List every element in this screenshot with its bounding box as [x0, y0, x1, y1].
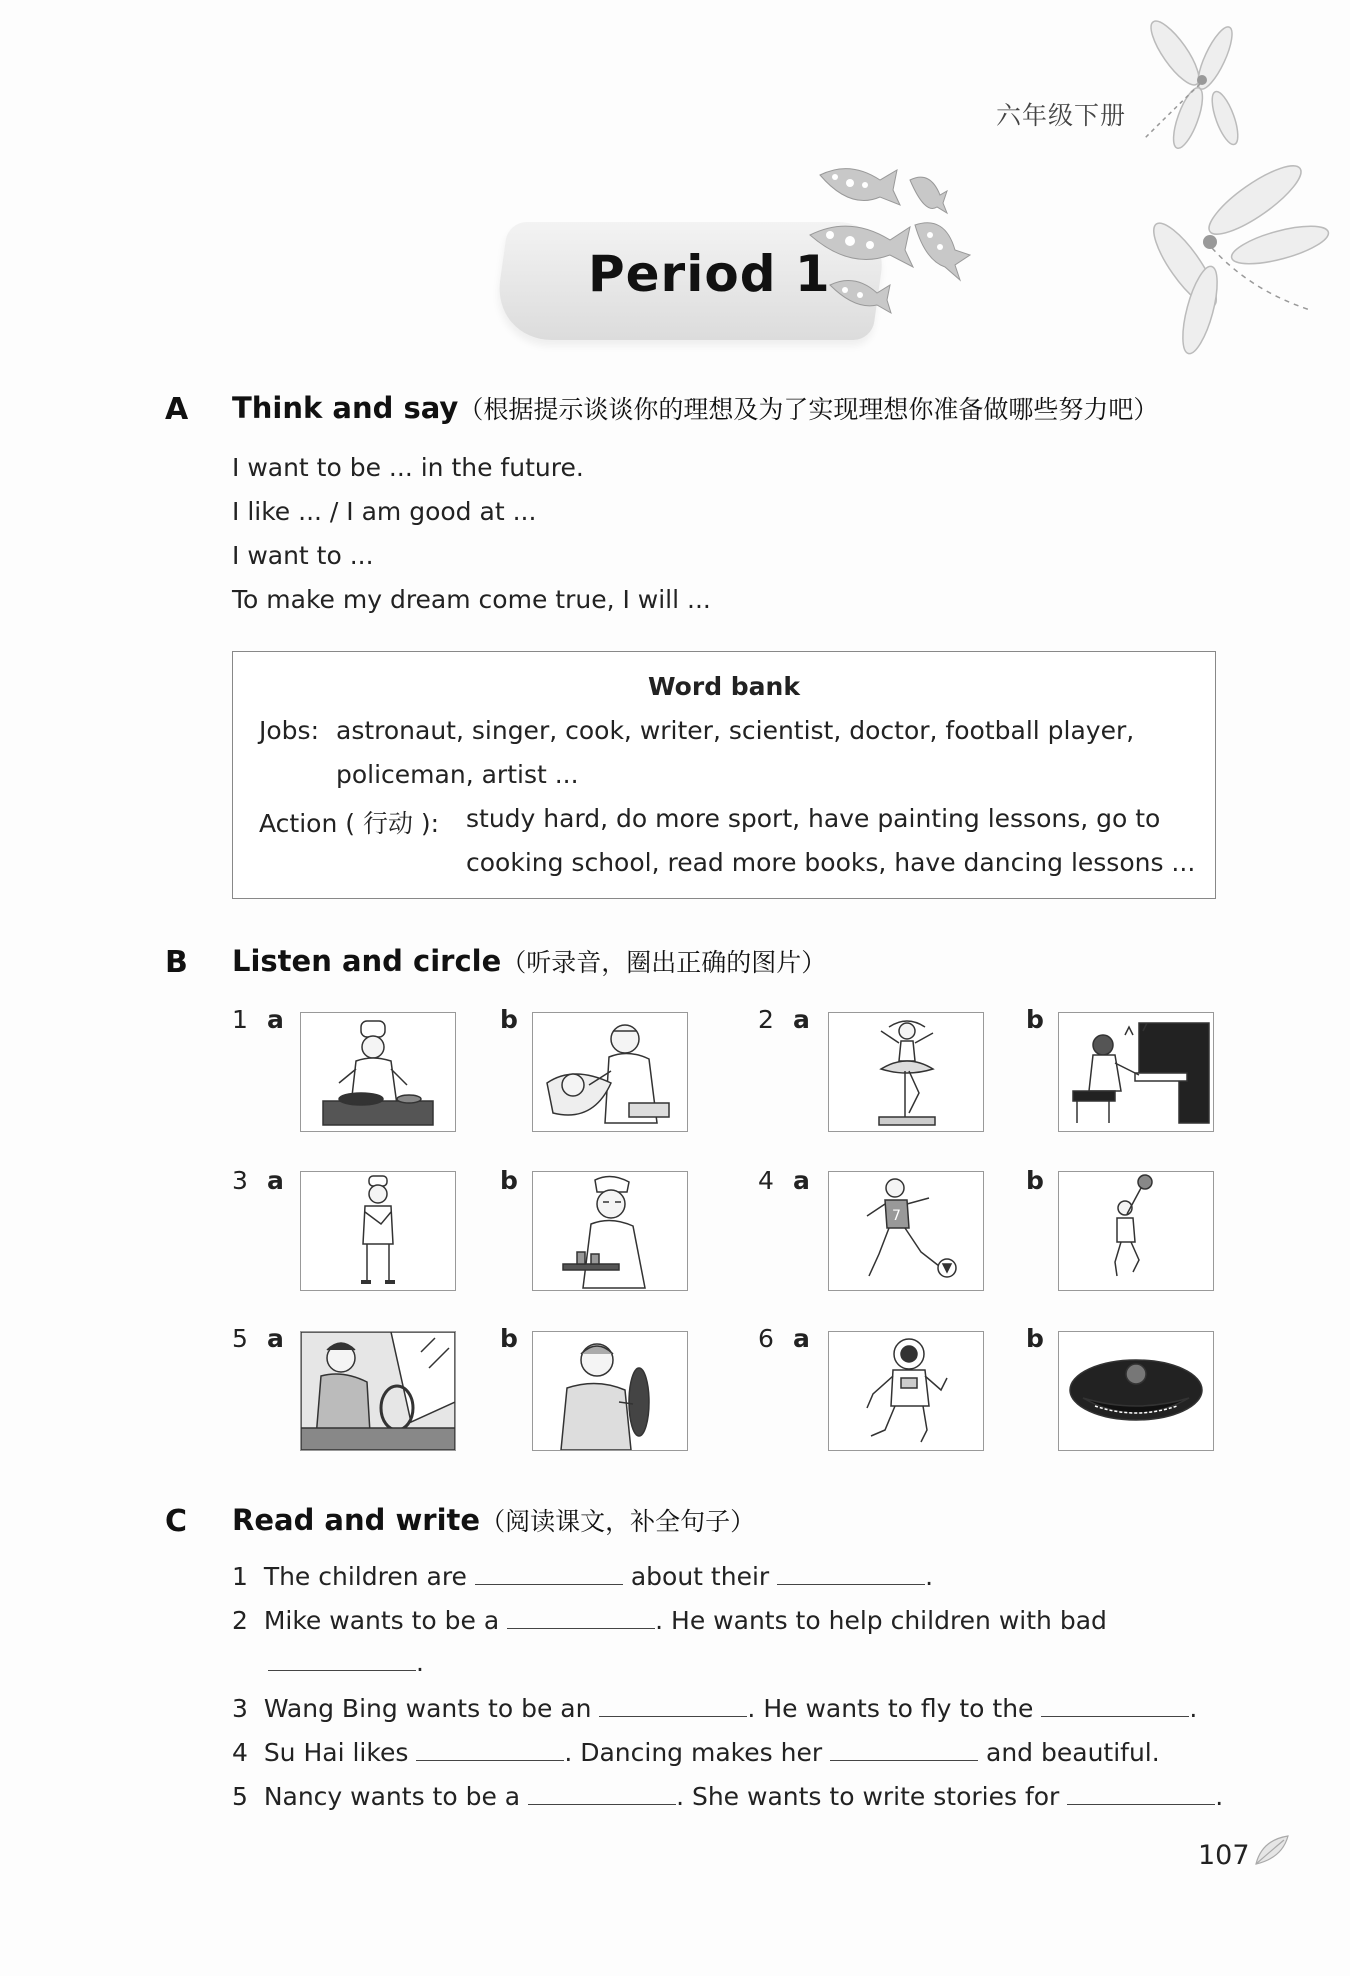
item-number: 3 [232, 1166, 248, 1195]
prompt-line: I want to be ... in the future. [232, 453, 584, 482]
question-text: . [925, 1562, 934, 1591]
question-text: and beautiful. [986, 1738, 1160, 1767]
section-a-letter: A [165, 392, 189, 427]
section-b-letter: B [165, 945, 188, 980]
section-b-title [232, 943, 826, 979]
answer-blank[interactable] [599, 1694, 747, 1717]
prompt-line: I want to ... [232, 541, 374, 570]
option-label: a [267, 1005, 284, 1034]
option-label: b [1026, 1324, 1044, 1353]
answer-blank[interactable] [1067, 1782, 1215, 1805]
item-number: 4 [758, 1166, 774, 1195]
question-4 [232, 1738, 1160, 1767]
option-label: b [500, 1324, 518, 1353]
question-number: 3 [232, 1694, 248, 1723]
item-number: 1 [232, 1005, 248, 1034]
item-number: 5 [232, 1324, 248, 1353]
answer-blank[interactable] [507, 1606, 655, 1629]
option-label: a [267, 1324, 284, 1353]
section-b-title-en: Listen and circle [232, 944, 502, 978]
option-label: b [1026, 1005, 1044, 1034]
answer-blank[interactable] [830, 1738, 978, 1761]
question-number: 5 [232, 1782, 248, 1811]
option-label: b [1026, 1166, 1044, 1195]
page-title: Period 1 [588, 245, 831, 303]
prompt-line: To make my dream come true, I will ... [232, 585, 711, 614]
question-5 [232, 1782, 1223, 1811]
question-2-continued [268, 1648, 424, 1677]
nurse-picture[interactable] [532, 1171, 688, 1291]
section-a-title-cn: （根据提示谈谈你的理想及为了实现理想你准备做哪些努力吧） [458, 395, 1159, 424]
question-number: 1 [232, 1562, 248, 1591]
option-label: b [500, 1166, 518, 1195]
question-text: The children are [263, 1562, 467, 1591]
cook-standing-picture[interactable] [300, 1171, 456, 1291]
section-c-title-en: Read and write [232, 1503, 481, 1537]
question-text: . He wants to help children with bad [655, 1606, 1107, 1635]
section-a-title-en: Think and say [232, 391, 459, 425]
answer-blank[interactable] [528, 1782, 676, 1805]
answer-blank[interactable] [475, 1562, 623, 1585]
section-b-title-cn: （听录音，圈出正确的图片） [501, 948, 827, 977]
answer-blank[interactable] [777, 1562, 925, 1585]
pianist-picture[interactable] [1058, 1012, 1214, 1132]
section-a-title [232, 390, 1158, 426]
question-number: 4 [232, 1738, 248, 1767]
jobs-list: astronaut, singer, cook, writer, scientist, doctor, football player, [336, 716, 1135, 745]
question-text: . He wants to fly to the [747, 1694, 1034, 1723]
option-label: a [793, 1005, 810, 1034]
item-number: 2 [758, 1005, 774, 1034]
item-number: 6 [758, 1324, 774, 1353]
question-text: . Dancing makes her [564, 1738, 823, 1767]
question-number: 2 [232, 1606, 248, 1635]
jobs-label: Jobs: [259, 716, 319, 745]
page-number: 107 [1198, 1840, 1250, 1871]
option-label: a [793, 1324, 810, 1353]
question-text: about their [630, 1562, 770, 1591]
section-c-title-cn: （阅读课文，补全句子） [480, 1507, 756, 1536]
football-player-picture[interactable] [828, 1171, 984, 1291]
question-text: . [1215, 1782, 1224, 1811]
question-text: Wang Bing wants to be an [263, 1694, 592, 1723]
question-text: . She wants to write stories for [676, 1782, 1060, 1811]
cook-picture[interactable] [300, 1012, 456, 1132]
question-text: . [416, 1648, 424, 1677]
svg-text:7: 7 [892, 1208, 901, 1224]
answer-blank[interactable] [416, 1738, 564, 1761]
dragonfly-decoration-right [1140, 150, 1330, 360]
driver-picture[interactable] [300, 1331, 456, 1451]
answer-blank[interactable] [268, 1648, 416, 1671]
option-label: a [267, 1166, 284, 1195]
question-text: Mike wants to be a [263, 1606, 500, 1635]
section-c-title [232, 1502, 755, 1538]
question-1 [232, 1562, 933, 1591]
question-text: Su Hai likes [263, 1738, 409, 1767]
question-2 [232, 1606, 1107, 1635]
answer-blank[interactable] [1041, 1694, 1189, 1717]
astronaut-picture[interactable] [828, 1331, 984, 1451]
police-cap-picture[interactable] [1058, 1331, 1214, 1451]
section-c-letter: C [165, 1504, 188, 1539]
farmer-picture[interactable] [532, 1331, 688, 1451]
dentist-picture[interactable] [532, 1012, 688, 1132]
dancer-picture[interactable] [828, 1012, 984, 1132]
question-text: . [1189, 1694, 1198, 1723]
prompt-line: I like ... / I am good at ... [232, 497, 537, 526]
word-bank-title: Word bank [648, 672, 800, 701]
action-list: study hard, do more sport, have painting lessons, go to [466, 804, 1161, 833]
grade-label: 六年级下册 [996, 101, 1127, 130]
basketball-player-picture[interactable] [1058, 1171, 1214, 1291]
option-label: a [793, 1166, 810, 1195]
question-3 [232, 1694, 1197, 1723]
question-text: Nancy wants to be a [263, 1782, 521, 1811]
word-bank-box [232, 651, 1216, 899]
action-label: Action ( 行动 ): [259, 809, 440, 838]
fish-decoration [805, 155, 980, 325]
action-list-continued: cooking school, read more books, have dancing lessons ... [466, 848, 1196, 877]
option-label: b [500, 1005, 518, 1034]
dragonfly-decoration-top [1130, 18, 1250, 158]
leaf-icon [1252, 1832, 1292, 1868]
jobs-list-continued: policeman, artist ... [336, 760, 579, 789]
